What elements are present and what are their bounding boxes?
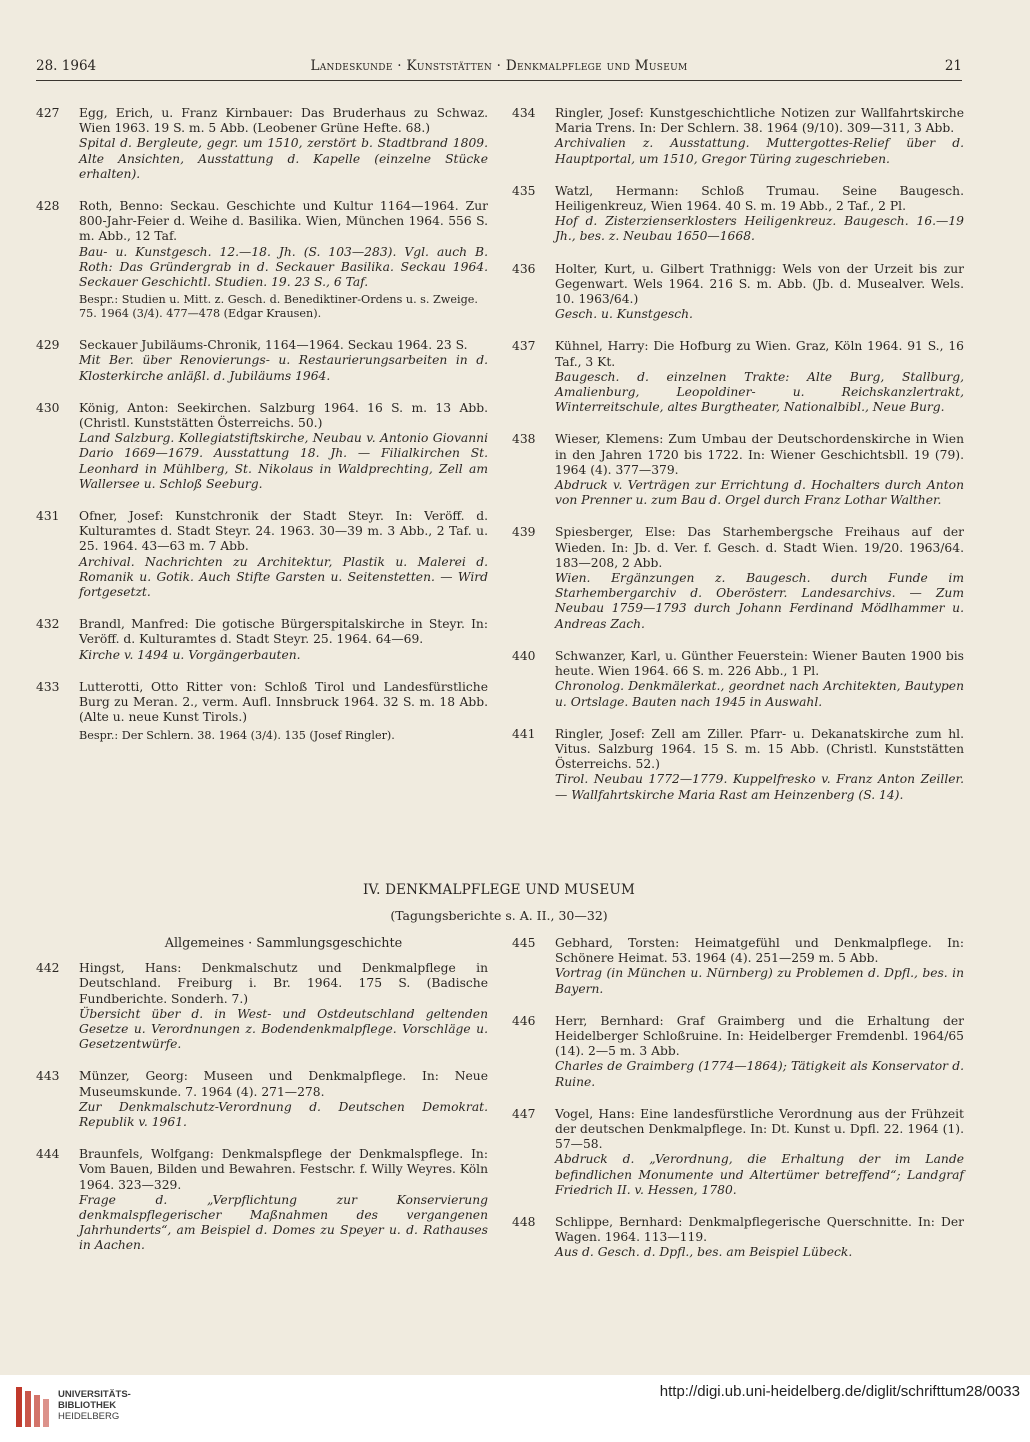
entry-number: 433 [36,679,60,694]
entry-annotation: Spital d. Bergleute, gegr. um 1510, zerstört b. Stadtbrand 1809. Alte Ansichten, Ausstattung d. Kapelle (einzelne Stücke erhalten). [79,136,488,181]
entry-annotation: Archivalien z. Ausstattung. Muttergottes-Relief über d. Hauptportal, um 1510, Gregor Türing zugeschrieben. [555,136,964,166]
bibliography-entry [512,184,964,245]
entry-annotation: Archival. Nachrichten zu Architektur, Plastik u. Malerei d. Romanik u. Gotik. Auch Stifte Garsten u. Seitenstetten. — Wird fortgesetzt. [79,554,488,600]
entry-annotation: Bau- u. Kunstgesch. 12.—18. Jh. (S. 103—283). Vgl. auch B. Roth: Das Gründergrab in d. Seckauer Basilika. Seckau 1964. Seckauer Geschichtl. Studien. 19. 23 S., 6 Taf. [79,244,488,290]
entry-citation: Ringler, Josef: Kunstgeschichtliche Notizen zur Wallfahrtskirche Maria Trens. In: Der Schlern. 38. 1964 (9/10). 309—311, 3 Abb. [555,106,964,136]
entry-number: 430 [36,400,60,415]
entry-review: Bespr.: Der Schlern. 38. 1964 (3/4). 135 (Josef Ringler). [79,728,395,742]
entry-citation: Ofner, Josef: Kunstchronik der Stadt Steyr. In: Veröff. d. Kulturamtes d. Stadt Steyr. 24. 1963. 30—39 m. 3 Abb., 2 Taf. u. 25. 1964. 43—63 m. 7 Abb. [79,509,488,554]
entry-number: 445 [512,936,536,950]
entry-number: 443 [36,1069,60,1084]
entry-number: 446 [512,1013,536,1028]
entry-number: 439 [512,525,536,540]
entry-citation: Schwanzer, Karl, u. Günther Feuerstein: Wiener Bauten 1900 bis heute. Wien 1964. 66 S. m. 226 Abb., 1 Pl. [555,648,964,679]
entry-citation: Hingst, Hans: Denkmalschutz und Denkmalpflege in Deutschland. Freiburg i. Br. 1964. 175 S. (Badische Fundberichte. Sonderh. 7.) [79,961,488,1006]
entry-annotation: Vortrag (in München u. Nürnberg) zu Problemen d. Dpfl., bes. in Bayern. [555,966,964,996]
entry-citation: Gebhard, Torsten: Heimatgefühl und Denkmalpflege. In: Schönere Heimat. 53. 1964 (4). 251—259 m. 5 Abb. [555,936,964,966]
bibliography-entry [512,339,964,415]
page-number: 21 [944,58,962,74]
library-logo-icon [14,1383,54,1431]
entry-citation: Kühnel, Harry: Die Hofburg zu Wien. Graz, Köln 1964. 91 S., 16 Taf., 3 Kt. [555,339,964,369]
left-column-section-iv [36,936,488,1271]
entry-citation: Braunfels, Wolfgang: Denkmalspflege der Denkmalspflege. In: Vom Bauen, Bilden und Bewahren. Festschr. f. Willy Weyres. Köln 1964. 323—329. [79,1147,488,1192]
entry-number: 437 [512,339,536,354]
bibliography-entry [512,525,964,631]
bibliography-entry [36,961,488,1052]
source-url[interactable]: http://digi.ub.uni-heidelberg.de/diglit/schrifttum28/0033 [659,1383,1020,1400]
entry-review: Bespr.: Studien u. Mitt. z. Gesch. d. Benediktiner-Ordens u. s. Zweige. 75. 1964 (3/4). 477—478 (Edgar Krausen). [79,293,478,321]
bibliography-entry [36,680,488,743]
entry-annotation: Zur Denkmalschutz-Verordnung d. Deutschen Demokrat. Republik v. 1961. [79,1099,488,1130]
entry-annotation: Kirche v. 1494 u. Vorgängerbauten. [79,647,301,662]
footer-bar [0,1375,1030,1442]
bibliography-entry [36,199,488,321]
entry-citation: Lutterotti, Otto Ritter von: Schloß Tirol und Landesfürstliche Burg zu Meran. 2., verm. Aufl. Innsbruck 1964. 32 S. m. 18 Abb. (Alte u. neue Kunst Tirols.) [79,679,488,725]
entry-number: 448 [512,1215,536,1230]
entry-number: 428 [36,199,60,214]
entry-citation: Egg, Erich, u. Franz Kirnbauer: Das Bruderhaus zu Schwaz. Wien 1963. 19 S. m. 5 Abb. (Leobener Grüne Hefte. 68.) [79,106,488,136]
entry-number: 438 [512,432,536,447]
entry-number: 435 [512,183,536,198]
entry-citation: König, Anton: Seekirchen. Salzburg 1964. 16 S. m. 13 Abb. (Christl. Kunststätten Österreichs. 50.) [79,400,488,431]
entry-citation: Münzer, Georg: Museen und Denkmalpflege. In: Neue Museumskunde. 7. 1964 (4). 271—278. [79,1069,488,1099]
section-subtitle: (Tagungsberichte s. A. II., 30—32) [390,908,608,923]
bibliography-entry [36,106,488,182]
entry-citation: Ringler, Josef: Zell am Ziller. Pfarr- u. Dekanatskirche zum hl. Vitus. Salzburg 1964. 15 S. m. 15 Abb. (Christl. Kunststätten Österreichs. 52.) [555,726,964,772]
bibliography-entry [512,727,964,803]
entry-citation: Roth, Benno: Seckau. Geschichte und Kultur 1164—1964. Zur 800-Jahr-Feier d. Weihe d. Basilika. Wien, München 1964. 556 S. m. Abb., 12 Taf. [79,199,488,244]
entry-number: 434 [512,106,536,120]
entry-citation: Watzl, Hermann: Schloß Trumau. Seine Baugesch. Heiligenkreuz, Wien 1964. 40 S. m. 19 Abb., 2 Taf., 2 Pl. [555,183,964,214]
entry-annotation: Frage d. „Verpflichtung zur Konservierung denkmalspflegerischer Maßnahmen des vergangenen Jahrhunderts“, am Beispiel d. Domes zu Speyer u. d. Rathauses in Aachen. [79,1192,488,1253]
entry-citation: Holter, Kurt, u. Gilbert Trathnigg: Wels von der Urzeit bis zur Gegenwart. Wels 1964. 216 S. m. Abb. (Jb. d. Musealver. Wels. 10. 1963/64.) [555,261,964,307]
entry-annotation: Übersicht über d. in West- und Ostdeutschland geltenden Gesetze u. Verordnungen z. Bodendenkmalpflege. Vorschläge u. Gesetzentwürfe. [79,1006,488,1052]
bibliography-entry [36,401,488,492]
entry-citation: Wieser, Klemens: Zum Umbau der Deutschordenskirche in Wien in den Jahren 1720 bis 1722. In: Wiener Geschichtsbll. 19 (79). 1964 (4). 377—379. [555,432,964,477]
entry-annotation: Baugesch. d. einzelnen Trakte: Alte Burg, Stallburg, Amalienburg, Leopoldiner- u. Reichskanzlertrakt, Winterreitschule, altes Burgtheater, Nationalbibl., Neue Burg. [555,369,964,415]
bibliography-entry [512,262,964,323]
right-column [512,106,964,820]
header-rule [36,80,962,81]
entry-number: 444 [36,1147,60,1162]
bibliography-entry [512,1014,964,1090]
entry-citation: Brandl, Manfred: Die gotische Bürgerspitalskirche in Steyr. In: Veröff. d. Kulturamtes d. Stadt Steyr. 25. 1964. 64—69. [79,617,488,647]
entry-annotation: Chronolog. Denkmälerkat., geordnet nach Architekten, Bautypen u. Ortslage. Bauten nach 1945 in Auswahl. [555,679,964,709]
volume-year: 28. 1964 [36,58,97,74]
bibliography-entry [36,1069,488,1130]
entry-number: 440 [512,648,536,663]
bibliography-entry [36,338,488,384]
entry-annotation: Wien. Ergänzungen z. Baugesch. durch Funde im Starhembergarchiv d. Oberösterr. Landesarchivs. — Zum Neubau 1759—1793 durch Johann Ferdinand Mödlhammer u. Andreas Zach. [555,571,964,631]
entry-citation: Seckauer Jubiläums-Chronik, 1164—1964. Seckau 1964. 23 S. [79,338,468,353]
entry-citation: Schlippe, Bernhard: Denkmalpflegerische Querschnitte. In: Der Wagen. 1964. 113—119. [555,1215,964,1245]
entry-number: 442 [36,961,60,976]
entry-annotation: Tirol. Neubau 1772—1779. Kuppelfresko v. Franz Anton Zeiller. — Wallfahrtskirche Maria Rast am Heinzenberg (S. 14). [555,772,964,802]
entry-annotation: Land Salzburg. Kollegiatstiftskirche, Neubau v. Antonio Giovanni Dario 1669—1679. Ausstattung 18. Jh. — Filialkirchen St. Leonhard in Mühlberg, St. Nikolaus in Waldprechting, Zell am Wallersee u. Schloß Seeburg. [79,431,488,491]
running-title: Landeskunde · Kunststätten · Denkmalpflege und Museum [310,58,688,74]
bibliography-entry [36,509,488,600]
entry-number: 432 [36,617,60,632]
entry-annotation: Abdruck v. Verträgen zur Errichtung d. Hochalters durch Anton von Prenner u. zum Bau d. Orgel durch Franz Lothar Walther. [555,478,964,508]
entry-annotation: Hof d. Zisterzienserklosters Heiligenkreuz. Baugesch. 16.—19 Jh., bes. z. Neubau 1650—1668. [555,214,964,244]
section-title: IV. DENKMALPFLEGE UND MUSEUM [362,882,636,898]
bibliography-entry [512,1215,964,1261]
subheading: Allgemeines · Sammlungsgeschichte [164,936,403,951]
entry-citation: Herr, Bernhard: Graf Graimberg und die Erhaltung der Heidelberger Schloßruine. In: Heidelberger Fremdenbl. 1964/65 (14). 2—5 m. 3 Abb. [555,1013,964,1059]
entry-number: 431 [36,509,60,524]
bibliography-entry [36,617,488,663]
entry-annotation: Charles de Graimberg (1774—1864); Tätigkeit als Konservator d. Ruine. [555,1059,964,1089]
right-column-section-iv [512,936,964,1278]
bibliography-entry [512,1107,964,1198]
bibliography-entry [512,432,964,508]
entry-citation: Vogel, Hans: Eine landesfürstliche Verordnung aus der Frühzeit der deutschen Denkmalpflege. In: Dt. Kunst u. Dpfl. 22. 1964 (1). 57—58. [555,1106,964,1152]
entry-annotation: Mit Ber. über Renovierungs- u. Restaurierungsarbeiten in d. Klosterkirche anläßl. d. Jubiläums 1964. [79,353,488,383]
entry-number: 447 [512,1106,536,1121]
bibliography-entry [36,1147,488,1253]
bibliography-entry [512,106,964,167]
library-name: UNIVERSITÄTS- BIBLIOTHEK HEIDELBERG [58,1389,131,1422]
entry-citation: Spiesberger, Else: Das Starhembergsche Freihaus auf der Wieden. In: Jb. d. Ver. f. Gesch. d. Stadt Wien. 19/20. 1963/64. 183—208, 2 Abb. [555,525,964,570]
entry-annotation: Gesch. u. Kunstgesch. [555,307,693,322]
entry-annotation: Abdruck d. „Verordnung, die Erhaltung der im Lande befindlichen Monumente und Altertümer betreffend“; Landgraf Friedrich II. v. Hessen, 1780. [555,1152,964,1197]
entry-number: 427 [36,106,60,120]
entry-number: 429 [36,338,60,353]
entry-number: 436 [512,261,536,276]
left-column [36,106,488,760]
entry-number: 441 [512,726,536,741]
running-head [36,58,962,80]
bibliography-entry [512,936,964,997]
bibliography-entry [512,649,964,710]
entry-annotation: Aus d. Gesch. d. Dpfl., bes. am Beispiel Lübeck. [555,1245,853,1260]
